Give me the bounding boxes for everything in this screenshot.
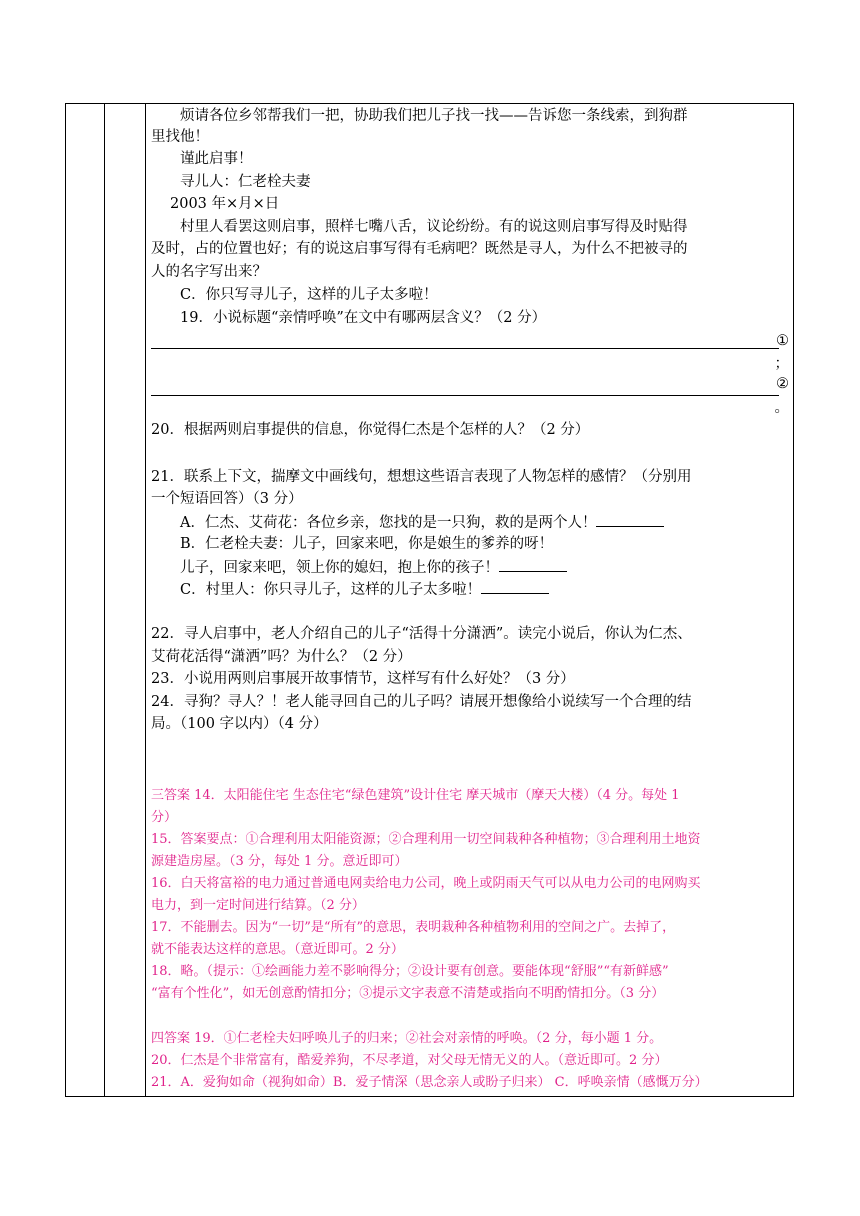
answer-key-18: 18．略。（提示：①绘画能力差不影响得分；②设计要有创意。要能体现“舒服”“有新鲜感” xyxy=(151,964,669,979)
answer-line-2 xyxy=(151,395,779,396)
answer-key-18: “富有个性化”，如无创意酌情扣分；③提示文字表意不清楚或指向不明酌情扣分。（3 分） xyxy=(151,986,665,1001)
answer-blank xyxy=(481,579,549,594)
passage-line: 人的名字写出来？ xyxy=(151,264,267,280)
answer-key-16: 电力，到一定时间进行结算。（2 分） xyxy=(151,898,365,913)
table-column-divider xyxy=(104,104,105,1096)
answer-marker-1: ① xyxy=(776,333,789,349)
answer-punct-2: 。 xyxy=(774,400,789,416)
answer-key-14: 分） xyxy=(151,810,178,825)
answer-punct-1: ； xyxy=(774,356,789,372)
question-19: 19．小说标题“亲情呼唤”在文中有哪两层含义？（2 分） xyxy=(180,310,547,326)
answer-key-15: 15．答案要点：①合理利用太阳能资源；②合理利用一切空间栽种各种植物；③合理利用土地资 xyxy=(151,832,701,847)
passage-line: C．你只写寻儿子，这样的儿子太多啦！ xyxy=(180,287,438,303)
answer-marker-2: ② xyxy=(776,376,789,392)
answer-key-19: 四答案 19．①仁老栓夫妇呼唤儿子的归来；②社会对亲情的呼唤。（2 分，每小题 1 分。 xyxy=(151,1031,663,1046)
passage-line: 寻儿人：仁老栓夫妻 xyxy=(180,174,311,190)
answer-key-21: 21．A．爱狗如命（视狗如命）B．爱子情深（思念亲人或盼子归来） C．呼唤亲情（感慨万分） xyxy=(151,1075,708,1090)
question-20: 20．根据两则启事提供的信息，你觉得仁杰是个怎样的人？（2 分） xyxy=(151,422,590,438)
answer-key-17: 就不能表达这样的意思。（意近即可。2 分） xyxy=(151,942,404,957)
answer-blank xyxy=(596,512,664,527)
question-21: 一个短语回答）（3 分） xyxy=(151,491,303,507)
answer-line-1 xyxy=(151,348,779,349)
table-column-divider xyxy=(145,104,146,1096)
question-21-option-c: C．村里人：你只寻儿子，这样的儿子太多啦！ xyxy=(151,579,789,600)
question-21-option-b: B．仁老栓夫妻：儿子，回家来吧，你是娘生的爹养的呀！ xyxy=(180,536,554,552)
question-21-option-b2: 儿子，回家来吧，领上你的媳妇，抱上你的孩子！ xyxy=(151,557,789,578)
passage-line: 2003 年×月×日 xyxy=(170,196,280,212)
answer-key-16: 16．白天将富裕的电力通过普通电网卖给电力公司，晚上或阴雨天气可以从电力公司的电网购买 xyxy=(151,876,701,891)
passage-line: 及时，占的位置也好；有的说这启事写得有毛病吧？既然是寻人，为什么不把被寻的 xyxy=(151,241,688,257)
question-21-option-a: A．仁杰、艾荷花：各位乡亲，您找的是一只狗，救的是两个人！ xyxy=(151,512,789,533)
question-22: 艾荷花活得“潇洒”吗？为什么？（2 分） xyxy=(151,649,412,665)
question-21: 21．联系上下文，揣摩文中画线句，想想这些语言表现了人物怎样的感情？（分别用 xyxy=(151,469,692,485)
passage-line: 里找他！ xyxy=(151,129,209,145)
question-23: 23．小说用两则启事展开故事情节，这样写有什么好处？（3 分） xyxy=(151,671,575,687)
question-24: 24．寻狗？寻人？！老人能寻回自己的儿子吗？请展开想像给小说续写一个合理的结 xyxy=(151,694,692,710)
answer-key-17: 17．不能删去。因为“一切”是“所有”的意思，表明栽种各种植物利用的空间之广。去掉了， xyxy=(151,920,676,935)
question-22: 22．寻人启事中，老人介绍自己的儿子“活得十分潇洒”。读完小说后，你认为仁杰、 xyxy=(151,626,692,642)
answer-key-14: 三答案 14．太阳能住宅 生态住宅“绿色建筑”设计住宅 摩天城市（摩天大楼）（4 分。每处 1 xyxy=(151,788,680,803)
passage-line: 村里人看罢这则启事，照样七嘴八舌，议论纷纷。有的说这则启事写得及时贴得 xyxy=(180,219,688,235)
answer-key-15: 源建造房屋。（3 分，每处 1 分。意近即可） xyxy=(151,854,408,869)
answer-key-20: 20．仁杰是个非常富有，酷爱养狗，不尽孝道，对父母无情无义的人。（意近即可。2 分） xyxy=(151,1053,668,1068)
passage-line: 谨此启事！ xyxy=(180,151,253,167)
answer-blank xyxy=(499,557,567,572)
question-24: 局。（100 字以内）（4 分） xyxy=(151,716,328,732)
passage-line: 烦请各位乡邻帮我们一把，协助我们把儿子找一找——告诉您一条线索，到狗群 xyxy=(180,108,688,124)
